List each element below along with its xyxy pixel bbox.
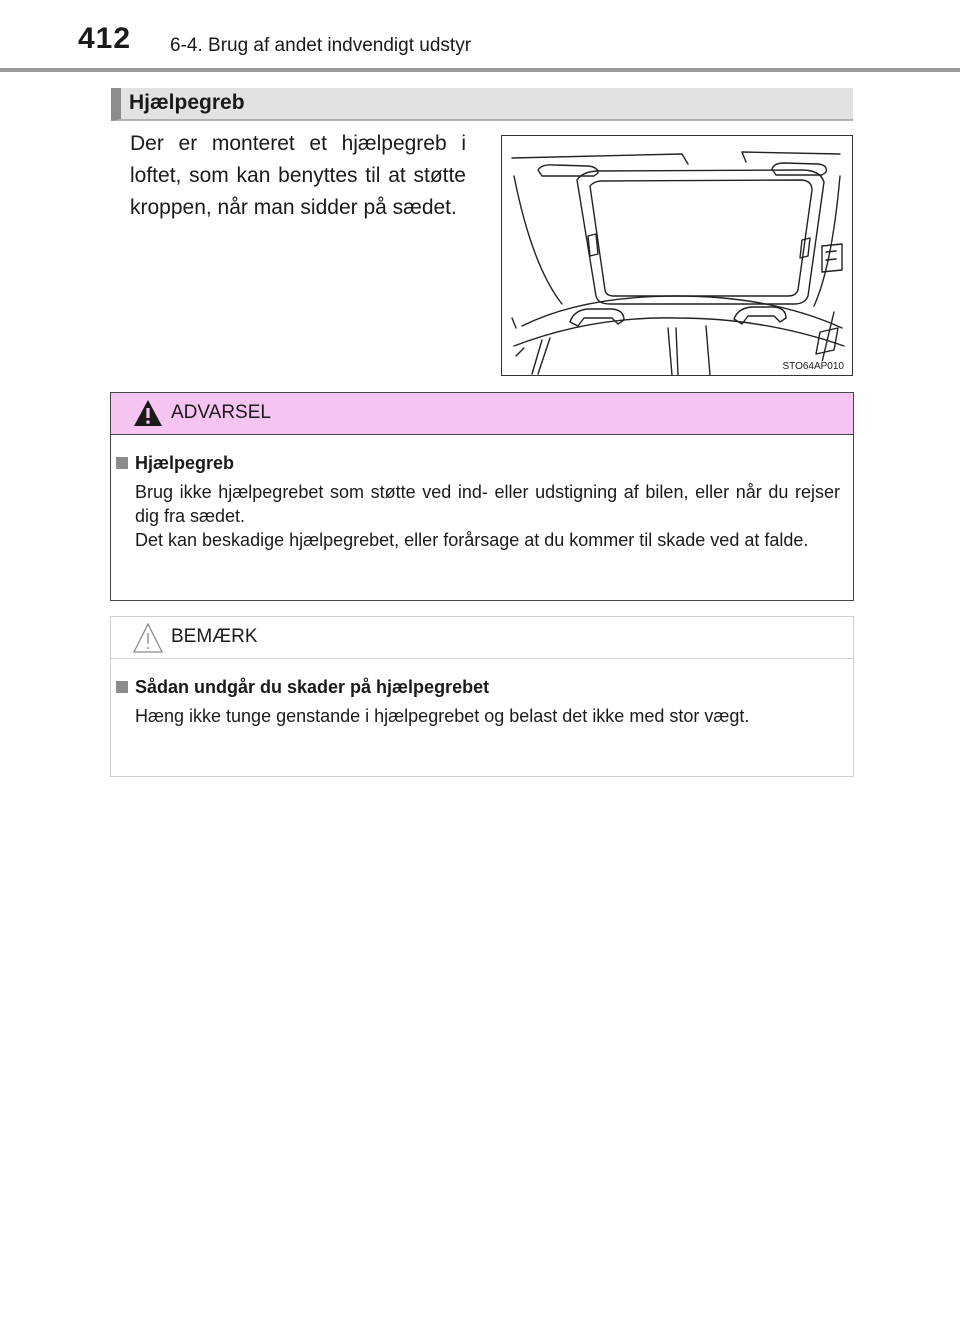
notice-header: [111, 617, 853, 659]
section-path: 6-4. Brug af andet indvendigt udstyr: [170, 35, 472, 56]
section-heading-text: Hjælpegreb: [129, 91, 245, 114]
warning-triangle-outline-icon: [133, 622, 163, 659]
intro-text: Der er monteret et hjælpegreb i loftet, som kan benyttes til at støtte kroppen, når man sidder på sædet.: [130, 132, 466, 219]
notice-item-title: [116, 677, 489, 698]
notice-item-title-text: Sådan undgår du skader på hjælpegrebet: [135, 677, 490, 697]
warning-paragraph-2: Det kan beskadige hjælpegrebet, eller forårsage at du kommer til skade ved at falde.: [135, 530, 809, 550]
warning-label: ADVARSEL: [171, 402, 271, 423]
notice-paragraph-1: Hæng ikke tunge genstande i hjælpegrebet og belast det ikke med stor vægt.: [135, 706, 750, 726]
warning-header: [111, 393, 853, 435]
notice-box: [110, 616, 854, 777]
notice-item-body: [135, 704, 840, 728]
notice-label: BEMÆRK: [171, 626, 258, 647]
warning-box: [110, 392, 854, 601]
warning-item-title-text: Hjælpegreb: [135, 453, 235, 473]
assist-grip-figure: [501, 135, 853, 376]
square-bullet-icon: [116, 457, 128, 469]
square-bullet-icon: [116, 681, 128, 693]
warning-item-body: [135, 480, 840, 552]
page-number: 412: [78, 22, 132, 55]
roof-interior-illustration: [502, 136, 852, 375]
warning-triangle-filled-icon: [133, 398, 163, 433]
header-rule: [0, 68, 960, 72]
warning-item-title: [116, 453, 234, 474]
figure-code: STO64AP010: [782, 361, 844, 372]
warning-paragraph-1: Brug ikke hjælpegrebet som støtte ved ind- eller udstigning af bilen, eller når du rejser dig fra sædet.: [135, 482, 840, 526]
section-heading: [111, 88, 853, 121]
